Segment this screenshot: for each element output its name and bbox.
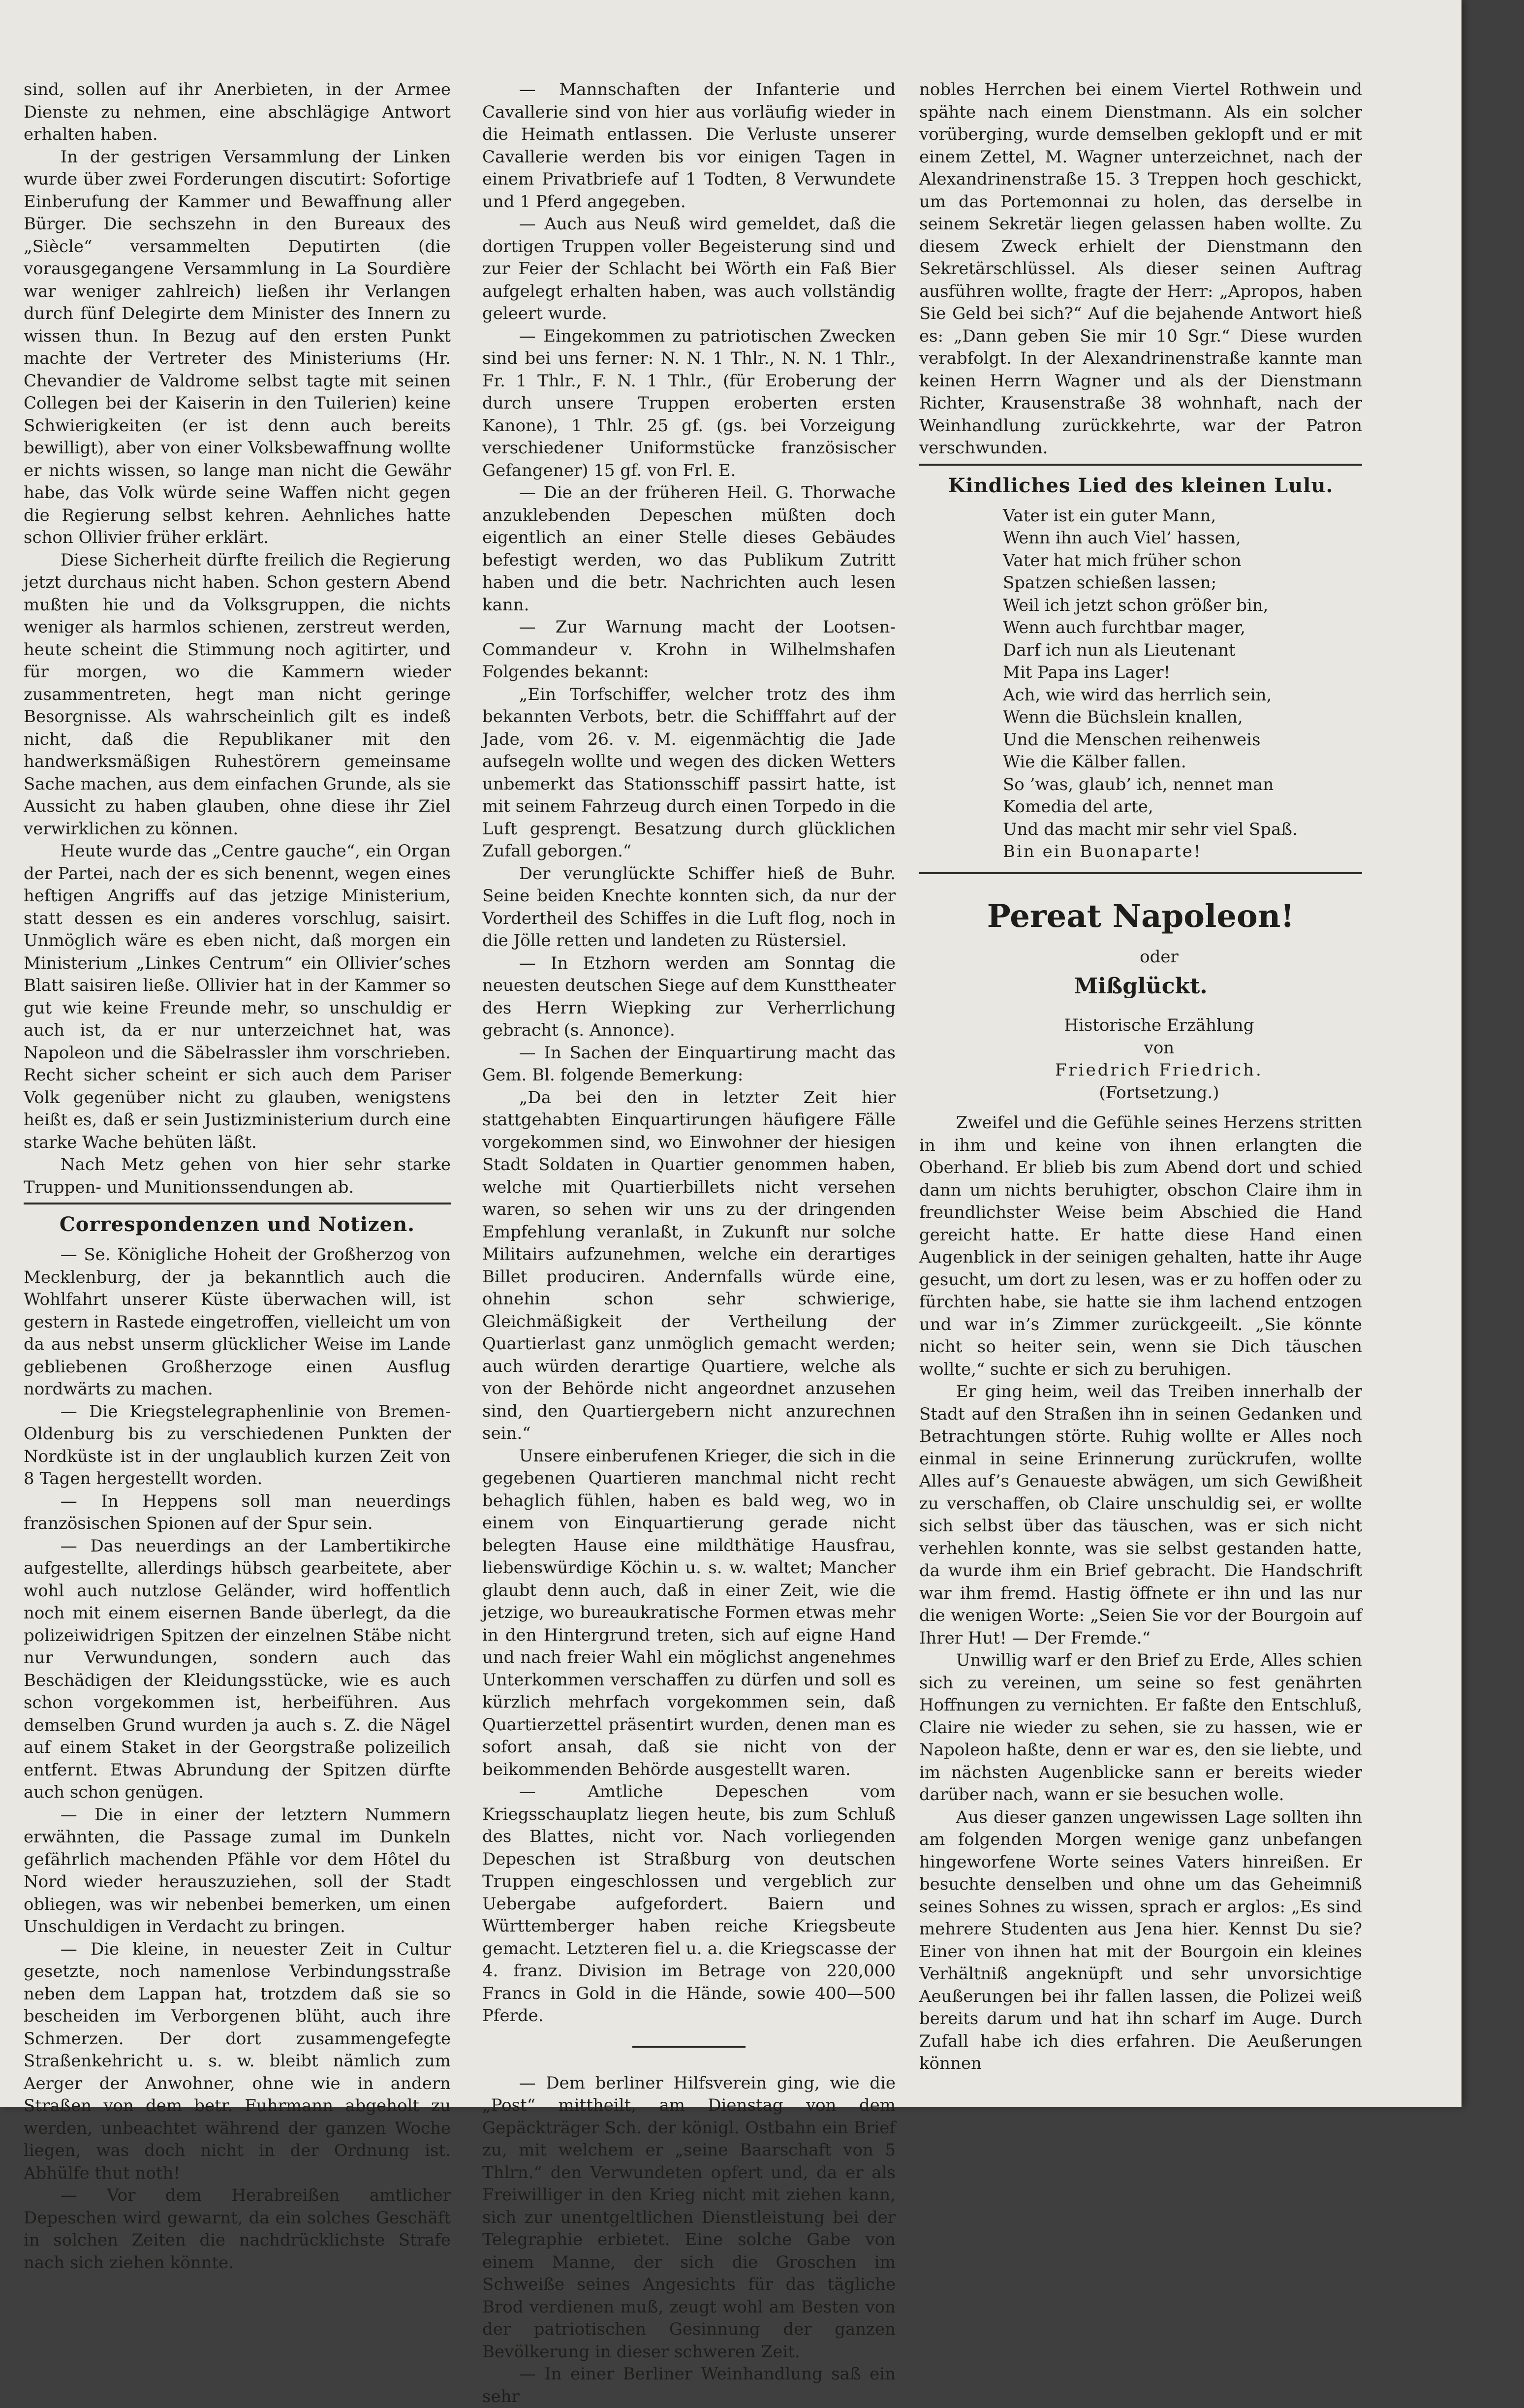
poem-line: Wenn ihn auch Viel’ hassen, [1003,528,1241,548]
notice-item: — Amtliche Depeschen vom Kriegsschauplatz liegen heute, bis zum Schluß des Blattes, nicht vor. Nach vorliegenden Depeschen ist Straßburg von deutschen Truppen eingeschlossen und vergeblich zur Uebergabe aufgefordert. Baiern und Württemberger haben reiche Kriegsbeute gemacht. Letzteren fiel u. a. die Kriegscasse der 4. franz. Division im Betrage von 220,000 Francs in Gold in die Hände, sowie 400—500 Pferde. [482,1782,896,2026]
story-paragraph: Er ging heim, weil das Treiben innerhalb der Stadt auf den Straßen ihn in seinen Gedanken und Betrachtungen störte. Ruhig wollte er Alles noch einmal in seine Erinnerung zurückrufen, wollte Alles auf’s Genaueste abwägen, um sich Gewißheit zu verschaffen, ob Claire unschuldig sei, er wollte sich selbst über das täuschen, was er sich nicht verhehlen konnte, was sie selbst gestanden hatte, da wurde ihm ein Brief gebracht. Die Handschrift war ihm fremd. Hastig öffnete er ihn und las nur die wenigen Worte: „Seien Sie vor der Bourgoin auf Ihrer Hut! — Der Fremde.“ [919,1382,1362,1648]
poem-line: So ’was, glaub’ ich, nennet man [1003,774,1274,794]
notice-item: — Die Kriegstelegraphenlinie von Bremen-Oldenburg bis zu verschiedenen Punkten der Nordküste ist in der unglaublich kurzen Zeit von 8 Tagen hergestellt worden. [24,1401,451,1489]
column-middle [482,79,896,2408]
story-title: Pereat Napoleon! [987,897,1295,935]
section-divider [24,1203,451,1204]
notice-item: — In Etzhorn werden am Sonntag die neuesten deutschen Siege auf dem Kunsttheater des Herrn Wiepking zur Verherrlichung gebracht (s. Annonce). [482,953,896,1040]
poem-line: Wenn die Büchslein knallen, [1003,707,1243,727]
poem-line: Bin ein Buonaparte! [1003,842,1202,861]
quoted-notice: „Da bei den in letzter Zeit hier stattgehabten Einquartirungen häufigere Fälle vorgekommen sind, wo Einwohner der hiesigen Stadt Soldaten in Quartier genommen haben, welche mit Quartierbillets nicht versehen waren, so sehen wir uns zu der dringenden Empfehlung veranlaßt, in Zukunft nur solche Militairs aufzunehmen, welche ein derartiges Billet produciren. Andernfalls würde eine, ohnehin schon sehr schwierige, Gleichmäßigkeit der Vertheilung der Quartierlast ganz unmöglich gemacht werden; auch würden derartige Quartiere, welche als von der Behörde nicht angeordnet anzusehen sind, den Quartiergebern nicht anzurechnen sein.“ [482,1087,896,1443]
poem-line: Mit Papa ins Lager! [1003,663,1171,682]
section-divider [919,464,1362,466]
notice-item: — In Heppens soll man neuerdings französischen Spionen auf der Spur sein. [24,1491,451,1533]
story-paragraph: Zweifel und die Gefühle seines Herzens stritten in ihm und keine von ihnen erlangten die Oberhand. Er blieb bis zum Abend dort und schied dann um nichts beruhigter, obschon Claire ihm in freundlichster Weise beim Abschied die Hand gereicht hatte. Er hatte diese Hand einen Augenblick in der seinigen gehalten, hatte ihr Auge gesucht, um dort zu lesen, was er zu hoffen oder zu fürchten habe, sie hatte sie ihm lachend entzogen und war in’s Zimmer zurückgeeilt. „Sie könnte nicht so heiter sein, wenn sie Dich täuschen wollte,“ suchte er sich zu beruhigen. [919,1113,1362,1379]
short-divider [632,2046,746,2048]
story-paragraph: Aus dieser ganzen ungewissen Lage sollten ihn am folgenden Morgen wenige ganz unbefangen hingeworfene Worte seines Vaters hinreißen. Er besuchte denselben und ohne um das Geheimniß seines Sohnes zu wissen, sprach er arglos: „Es sind mehrere Studenten aus Jena hier. Kennst Du sie? Einer von ihnen hat mit der Bourgoin ein kleines Verhältniß angeknüpft und sehr unvorsichtige Aeußerungen bei ihr fallen lassen, die Polizei weiß bereits darum und hat ihn scharf im Auge. Durch Zufall habe ich dies erfahren. Die Aeußerungen können [919,1807,1362,2073]
story-author: Friedrich Friedrich. [1055,1060,1263,1080]
poem-line: Wenn auch furchtbar mager, [1003,618,1245,637]
notice-item: — Das neuerdings an der Lambertikirche aufgestellte, allerdings hübsch gearbeitete, aber wohl auch nutzlose Geländer, wird hoffentlich noch mit einem eisernen Bande überlegt, da die polizeiwidrigen Spitzen der einzelnen Stäbe nicht nur Verwundungen, sondern auch das Beschädigen der Kleidungsstücke, wie es auch schon vorgekommen ist, herbeiführen. Aus demselben Grund wurden ja auch s. Z. die Nägel auf einem Staket in der Georgstraße polizeilich entfernt. Etwas Abrundung der Spitzen dürfte auch schon genügen. [24,1536,451,1802]
notice-item: — Se. Königliche Hoheit der Großherzog von Mecklenburg, der ja bekanntlich auch die Wohlfahrt unserer Küste überwachen will, ist gestern in Rastede eingetroffen, vielleicht um von da aus nebst unserm glücklicher Weise im Lande gebliebenen Großherzoge einen Ausflug nordwärts zu machen. [24,1245,451,1399]
story-paragraph: Unwillig warf er den Brief zu Erde, Alles schien sich zu vereinen, um seine so fest genährten Hoffnungen zu vernichten. Er faßte den Entschluß, Claire nie wieder zu sehen, sie zu hassen, wie er Napoleon haßte, denn er war es, den sie liebte, und im nächsten Augenblicke sann er bereits wieder darüber nach, wann er sie besuchen wolle. [919,1650,1362,1805]
notice-item: — Mannschaften der Infanterie und Cavallerie sind von hier aus vorläufig wieder in die Heimath entlassen. Die Verluste unserer Cavallerie werden bis vor einigen Tagen in einem Privatbriefe auf 1 Todten, 8 Verwundete und 1 Pferd angegeben. [482,80,896,212]
poem-line: Und das macht mir sehr viel Spaß. [1003,819,1298,839]
notice-item: — Vor dem Herabreißen amtlicher Depeschen wird gewarnt, da ein solches Geschäft in solchen Zeiten die nachdrücklichste Strafe nach sich ziehen könnte. [24,2186,451,2273]
article-paragraph: sind, sollen auf ihr Anerbieten, in der Armee Dienste zu nehmen, eine abschlägige Antwort erhalten haben. [24,80,451,144]
notice-item: — Die an der früheren Heil. G. Thorwache anzuklebenden Depeschen müßten doch eigentlich an einer Stelle dieses Gebäudes befestigt werden, wo das Publikum Zutritt haben und die betr. Nachrichten auch lesen kann. [482,483,896,615]
story-genre: Historische Erzählung [1064,1015,1254,1035]
article-paragraph: Heute wurde das „Centre gauche“, ein Organ der Partei, nach der es sich benennt, wegen eines heftigen Angriffs auf das jetzige Ministerium, statt dessen es ein anderes vorschlug, saisirt. Unmöglich wäre es eben nicht, daß morgen ein Ministerium „Linkes Centrum“ ein Ollivier’sches Blatt saisiren ließe. Ollivier hat in der Kammer so gut wie keine Freunde mehr, so unschuldig er auch ist, da er nur unterzeichnet hat, was Napoleon und die Säbelrassler ihm vorschrieben. Recht sicher scheint er sich auch dem Pariser Volk gegenüber nicht zu glauben, wenigstens heißt es, daß er sein Justizministerium durch eine starke Wache behüten läßt. [24,841,451,1152]
column-left [24,79,451,2274]
poem-line: Weil ich jetzt schon größer bin, [1003,595,1269,615]
quoted-notice: „Ein Torfschiffer, welcher trotz des ihm bekannten Verbots, betr. die Schifffahrt auf der Jade, vom 26. v. M. eigenmächtig die Jade aufsegeln wollte und wegen des dicken Wetters unbemerkt das Stationsschiff passirt hatte, ist mit seinem Fahrzeug durch einen Torpedo in die Luft gesprengt. Besatzung durch glücklichen Zufall geborgen.“ [482,684,896,861]
notice-item: — Auch aus Neuß wird gemeldet, daß die dortigen Truppen voller Begeisterung sind und zur Feier der Schlacht bei Wörth ein Faß Bier aufgelegt erhalten haben, was auch vollständig geleert wurde. [482,214,896,323]
poem-line: Spatzen schießen lassen; [1003,573,1217,593]
notice-item: — Dem berliner Hilfsverein ging, wie die „Post“ mittheilt, am Dienstag von dem Gepäckträger Sch. der königl. Ostbahn ein Brief zu, mit welchem er „seine Baarschaft von 5 Thlrn.“ den Verwundeten opfert und, da er als Freiwilliger in den Krieg nicht mit ziehen kann, sich zur unentgeltlichen Dienstleistung bei der Telegraphie erbietet. Eine solche Gabe von einem Manne, der sich die Groschen im Schweiße seines Angesichts für das tägliche Brod verdienen muß, zeugt wohl am Besten von der patriotischen Gesinnung der ganzen Bevölkerung in dieser schweren Zeit. [482,2073,896,2362]
poem [1003,505,1362,863]
poem-line: Und die Menschen reihenweis [1003,729,1261,750]
column-right [919,79,1362,2075]
section-heading: Correspondenzen und Notizen. [59,1213,415,1236]
story-title-conjunction: oder [1140,947,1179,967]
notice-item: — In Sachen der Einquartirung macht das Gem. Bl. folgende Bemerkung: [482,1043,896,1085]
article-paragraph: nobles Herrchen bei einem Viertel Rothwein und spähte nach einem Dienstmann. Als ein solcher vorüberging, wurde demselben geklopft und er mit einem Zettel, M. Wagner unterzeichnet, nach der Alexandrinenstraße 15. 3 Treppen hoch geschickt, um das Portemonnai zu holen, das derselbe in seinem Sekretär liegen gelassen haben wollte. Zu diesem Zweck erhielt der Dienstmann den Sekretärschlüssel. Als dieser seinen Auftrag ausführen wollte, fragte der Herr: „Apropos, haben Sie Geld bei sich?“ Auf die bejahende Antwort hieß es: „Dann geben Sie mir 10 Sgr.“ Diese wurden verabfolgt. In der Alexandrinenstraße kannte man keinen Herrn Wagner und als der Dienstmann Richter, Krausenstraße 38 wohnhaft, nach der Weinhandlung zurückkehrte, war der Patron verschwunden. [919,80,1362,458]
article-paragraph: Nach Metz gehen von hier sehr starke Truppen- und Munitionssendungen ab. [24,1155,451,1197]
notice-item: — Die in einer der letztern Nummern erwähnten, die Passage zumal im Dunkeln gefährlich machenden Pfähle vor dem Hôtel du Nord wieder herauszuziehen, soll der Stadt obliegen, was wir nebenbei bemerken, um einen Unschuldigen in Verdacht zu bringen. [24,1805,451,1936]
article-paragraph: Diese Sicherheit dürfte freilich die Regierung jetzt durchaus nicht haben. Schon gestern Abend mußten hie und da Volksgruppen, die nichts weniger als harmlos schienen, zerstreut werden, heute scheint die Stimmung noch agitirter, und für morgen, wo die Kammern wieder zusammentreten, hegt man nicht geringe Besorgnisse. Als wahrscheinlich gilt es indeß nicht, daß die Republikaner mit den handwerksmäßigen Ruhestörern gemeinsame Sache machen, aus dem einfachen Grunde, als sie Aussicht zu haben glauben, ohne diese ihr Ziel verwirklichen zu können. [24,550,451,839]
notice-item: Unsere einberufenen Krieger, die sich in die gegebenen Quartieren manchmal nicht recht behaglich fühlen, haben es bald weg, wo in einem von Einquartierung gerade nicht belegten Hause eine mildthätige Hausfrau, liebenswürdige Köchin u. s. w. waltet; Mancher glaubt denn auch, daß in einer Zeit, wie die jetzige, wo bureaukratische Formen etwas mehr in den Hintergrund treten, sich auf eigne Hand und nach freier Wahl ein möglichst angenehmes Unterkommen verschaffen zu dürfen und soll es kürzlich mehrfach vorgekommen sein, daß Quartierzettel präsentirt wurden, denen man es sofort ansah, daß sie nicht von der beikommenden Behörde ausgestellt waren. [482,1446,896,1779]
poem-title: Kindliches Lied des kleinen Lulu. [948,474,1334,497]
continuation-note: (Fortsetzung.) [1099,1082,1219,1103]
notice-item: — Zur Warnung macht der Lootsen-Commandeur v. Krohn in Wilhelmshafen Folgendes bekannt: [482,617,896,682]
notice-item: — Die kleine, in neuester Zeit in Cultur gesetzte, noch namenlose Verbindungsstraße neben dem Lappan hat, trotzdem daß sie so bescheiden im Verborgenen blüht, auch ihre Schmerzen. Der dort zusammengefegte Straßenkehricht u. s. w. bleibt nämlich zum Aerger der Anwohner, ohne wie in andern Straßen von dem betr. Fuhrmann abgeholt zu werden, unbeachtet während der ganzen Woche liegen, was doch nicht in der Ordnung ist. Abhülfe thut noth! [24,1939,451,2183]
notice-item: — Eingekommen zu patriotischen Zwecken sind bei uns ferner: N. N. 1 Thlr., N. N. 1 Thlr., Fr. 1 Thlr., F. N. 1 Thlr., (für Eroberung der durch unsere Truppen eroberten ersten Kanone), 1 Thlr. 25 gf. (gs. bei Vorzeigung verschiedener Uniformstücke französischer Gefangener) 15 gf. von Frl. E. [482,326,896,480]
notice-item: — In einer Berliner Weinhandlung saß ein sehr [482,2364,896,2407]
poem-line: Wie die Kälber fallen. [1003,752,1186,772]
poem-line: Darf ich nun als Lieutenant [1003,640,1236,660]
poem-line: Komedia del arte, [1003,797,1153,817]
poem-line: Ach, wie wird das herrlich sein, [1003,685,1272,705]
poem-line: Vater ist ein guter Mann, [1003,506,1216,526]
story-subtitle: Mißglückt. [1074,974,1208,999]
section-divider [919,872,1362,874]
notice-item: Der verunglückte Schiffer hieß de Buhr. Seine beiden Knechte konnten sich, da nur der Vordertheil des Schiffes in die Luft flog, noch in die Jölle retten und landeten zu Rüstersiel. [482,863,896,951]
byline-von: von [1144,1038,1175,1058]
poem-line: Vater hat mich früher schon [1003,550,1242,570]
article-paragraph: In der gestrigen Versammlung der Linken wurde über zwei Forderungen discutirt: Sofortige Einberufung der Kammer und Bewaffnung aller Bürger. Die sechszehn in den Bureaux des „Siècle“ versammelten Deputirten (die vorausgegangene Versammlung in La Sourdière war weniger zahlreich) ließen ihr Verlangen durch fünf Delegirte dem Minister des Innern zu wissen thun. In Bezug auf den ersten Punkt machte der Vertreter des Ministeriums (Hr. Chevandier de Valdrome selbst tagte mit seinen Collegen bei der Kaiserin in den Tuilerien) keine Schwierigkeiten (er ist denn auch bereits bewilligt), aber von einer Volksbewaffnung wollte er nichts wissen, so lange man nicht die Gewähr habe, das Volk würde seine Waffen nicht gegen die Regierung selbst kehren. Aehnliches hatte schon Ollivier früher erklärt. [24,147,451,547]
